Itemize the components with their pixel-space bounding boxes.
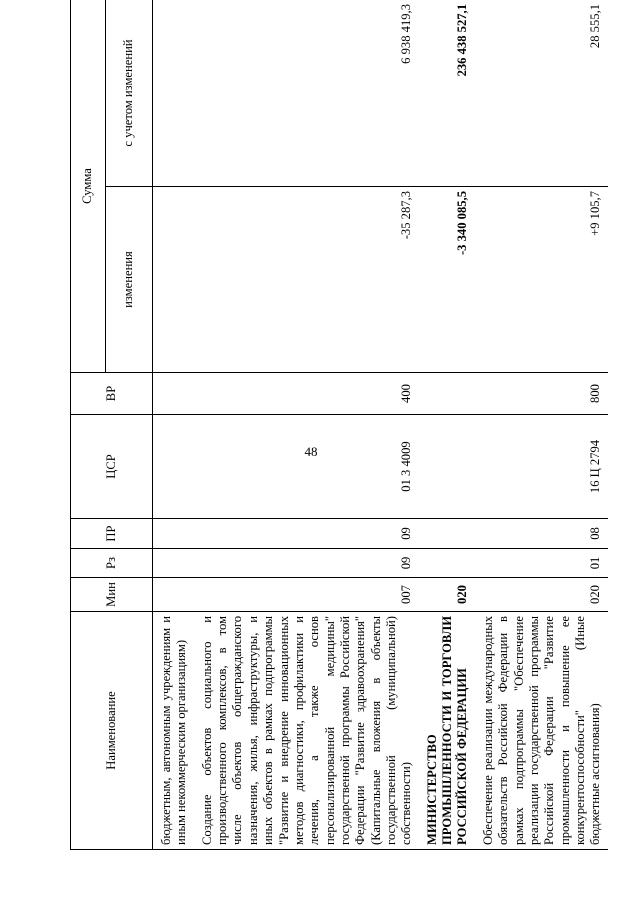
cell-with-changes (153, 0, 194, 187)
cell-csr (153, 415, 194, 519)
cell-vr: 800 (475, 373, 608, 415)
header-vr: ВР (71, 373, 153, 415)
cell-csr: 01 3 4009 (194, 415, 419, 519)
cell-vr (419, 373, 475, 415)
cell-min: 020 (419, 578, 475, 612)
cell-name: МИНИСТЕРСТВО ПРОМЫШЛЕННОСТИ И ТОРГОВЛИ РОССИЙСКОЙ ФЕДЕРАЦИИ (419, 612, 475, 850)
cell-change: -3 340 085,5 (419, 187, 475, 373)
cell-name: Создание объектов социального и производственного комплексов, в том числе объектов общегражданского назначения, жилья, инфраструктуры, и иных объектов в рамках подпрограммы "Развитие и внедрение инновационных методов диагностики, профилактики и лечения, а также основ персонализированной медицины" государственной программы Российской Федерации "Развитие здравоохранения" (Капитальные вложения в объекты государственной (муниципальной) собственности) (194, 612, 419, 850)
cell-csr: 16 Ц 2794 (475, 415, 608, 519)
header-sum: Сумма (71, 0, 106, 373)
header-min: Мин (71, 578, 153, 612)
header-csr: ЦСР (71, 415, 153, 519)
cell-change: +9 105,7 (475, 187, 608, 373)
cell-vr: 400 (194, 373, 419, 415)
cell-rz (419, 549, 475, 578)
table-row (153, 0, 194, 850)
cell-min: 007 (194, 578, 419, 612)
header-change: изменения (106, 187, 153, 373)
header-pr: ПР (71, 519, 153, 549)
cell-vr (153, 373, 194, 415)
cell-pr (419, 519, 475, 549)
cell-csr (419, 415, 475, 519)
cell-pr (153, 519, 194, 549)
page-number: 48 (304, 444, 318, 459)
table-row (194, 0, 419, 850)
cell-pr: 09 (194, 519, 419, 549)
budget-table (70, 0, 608, 850)
cell-name: бюджетным, автономным учреждениям и иным некоммерческим организациям) (153, 612, 194, 850)
cell-rz (153, 549, 194, 578)
cell-rz: 01 (475, 549, 608, 578)
cell-with-changes: 28 555,1 (475, 0, 608, 187)
cell-change (153, 187, 194, 373)
rotated-table-container (70, 0, 603, 850)
table-row (419, 0, 475, 850)
cell-rz: 09 (194, 549, 419, 578)
header-rz: Рз (71, 549, 153, 578)
header-with-changes: с учетом изменений (106, 0, 153, 187)
cell-change: -35 287,3 (194, 187, 419, 373)
cell-min: 020 (475, 578, 608, 612)
cell-with-changes: 6 938 419,3 (194, 0, 419, 187)
table-row (475, 0, 608, 850)
cell-pr: 08 (475, 519, 608, 549)
cell-with-changes: 236 438 527,1 (419, 0, 475, 187)
cell-min (153, 578, 194, 612)
header-name: Наименование (71, 612, 153, 850)
cell-name: Обеспечение реализации международных обязательств Российской Федерации в рамках подпрограммы "Обеспечение реализации государственной программы Российской Федерации "Развитие промышленности и повышение ее конкурентоспособности" (Иные бюджетные ассигнования) (475, 612, 608, 850)
